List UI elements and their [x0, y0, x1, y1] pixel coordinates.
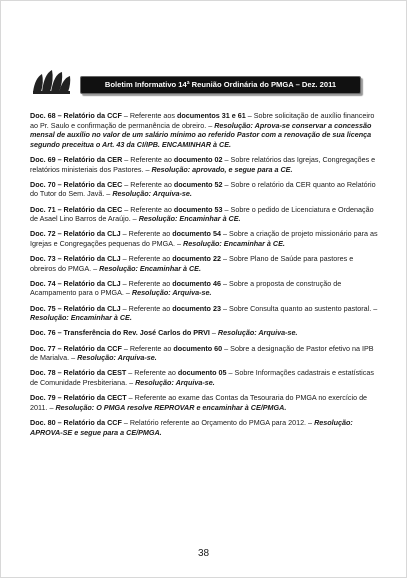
entry-resolution: Resolução: Arquiva-se. — [217, 328, 298, 338]
entry-reference-lead: – Referente ao — [120, 278, 173, 288]
entry-resolution: Resolução: Encaminhar à CE. — [138, 214, 241, 224]
entry-reference-lead: – Referente ao — [120, 254, 173, 264]
entry-document-reference: documento 22 — [172, 254, 221, 264]
entry-reference-lead: – Referente ao — [122, 179, 174, 189]
entry-reference-lead: – Referente ao — [122, 204, 174, 214]
entry-document-reference: documento 05 — [177, 368, 227, 378]
entry-report-name: Relatório da CCF — [61, 343, 122, 353]
entry-report-name: Relatório da CCF — [61, 111, 122, 120]
entry-description: – Sobre Consulta quanto ao sustento pastoral. – — [220, 303, 378, 313]
entry-report-name: Relatório da CEC — [61, 204, 123, 214]
entry-description: – Sobre a proposta de construção de Acampamento para o PMGA. – — [30, 278, 342, 298]
entry-reference-lead: – Referente ao exame das Contas da Tesouraria do PMGA no exercício de 2011. — [30, 393, 368, 412]
entry-resolution: Resolução: Arquiva-se. — [77, 353, 157, 363]
document-entry — [30, 180, 378, 199]
entry-resolution: Resolução: aprovado, e segue para a CE. — [151, 164, 293, 174]
entry-description: – Sobre relatórios das Igrejas, Congregações e relatórios ministeriais dos Pastores. – — [30, 154, 376, 174]
entry-doc-number: Doc. 72 – — [30, 229, 62, 239]
entry-description: – Sobre a criação de projeto missionário para as Igrejas e Congregações pequenas do PMGA. – — [30, 229, 378, 248]
entry-doc-number: Doc. 78 – — [30, 368, 62, 378]
entry-report-name: Relatório da CLJ — [61, 254, 121, 264]
document-body — [30, 111, 378, 443]
entry-resolution: Resolução: APROVA-SE e segue para a CE/PMGA. — [30, 417, 353, 437]
entry-report-name: Relatório da CEST — [61, 368, 127, 378]
document-entry — [30, 418, 378, 437]
bulletin-title-banner: Boletim Informativo 14ª Reunião Ordinária do PMGA – Dez. 2011 — [80, 76, 361, 94]
entry-description: – — [209, 328, 218, 338]
entry-resolution: Resolução: Aprova-se conservar a concessão mensal de auxílio no valor de um salário mínimo ao referido Pastor com a renovação de sua licença segundo preceitua o Art. 43 da CI/IPB. ENCAMINHAR à CE. — [30, 120, 372, 149]
entry-resolution: Resolução: Arquiva-se. — [112, 189, 192, 199]
entry-reference-lead: – Relatório referente ao Orçamento do PMGA para 2012. — [121, 417, 307, 427]
entry-report-name: Relatório da CECT — [61, 393, 127, 403]
presbytery-logo-icon — [30, 68, 74, 96]
document-entry — [30, 155, 378, 174]
entry-report-name: Relatório da CER — [61, 154, 123, 164]
entry-doc-number: Doc. 75 – — [30, 303, 62, 313]
entry-reference-lead: – Referente ao — [122, 154, 174, 164]
entry-resolution: Resolução: Encaminhar à CE. — [30, 313, 132, 323]
entry-doc-number: Doc. 68 – — [30, 111, 62, 120]
entry-doc-number: Doc. 74 – — [30, 278, 62, 288]
entry-doc-number: Doc. 77 – — [30, 343, 62, 353]
entry-report-name: Transferência do Rev. José Carlos do PRVI — [61, 328, 210, 338]
entry-doc-number: Doc. 73 – — [30, 254, 62, 264]
entry-description: – — [306, 417, 315, 427]
entry-report-name: Relatório da CCF — [61, 417, 122, 427]
entry-document-reference: documento 46 — [172, 278, 221, 288]
document-entry — [30, 368, 378, 387]
document-entry — [30, 205, 378, 224]
entry-description: – — [47, 402, 56, 412]
entry-document-reference: documento 54 — [172, 229, 221, 239]
document-entry — [30, 229, 378, 248]
document-entry — [30, 254, 378, 273]
entry-reference-lead: – Referente ao — [120, 229, 173, 239]
entry-report-name: Relatório da CLJ — [61, 303, 121, 313]
entry-doc-number: Doc. 76 – — [30, 328, 62, 338]
entry-report-name: Relatório da CLJ — [61, 229, 121, 239]
entry-reference-lead: – Referente ao — [121, 343, 174, 353]
document-entry — [30, 344, 378, 363]
entry-reference-lead: – Referente ao — [126, 368, 178, 378]
document-entry — [30, 328, 378, 338]
entry-document-reference: documento 02 — [173, 154, 223, 164]
document-entry — [30, 393, 378, 412]
entry-description: – Sobre a designação de Pastor efetivo na IPB de Marialva. – — [30, 343, 374, 363]
entry-description: – Sobre Informações cadastrais e estatísticas de Comunidade Presbiteriana. – — [30, 368, 374, 387]
entry-description: – Sobre Plano de Saúde para pastores e obreiros do PMGA. – — [30, 254, 354, 273]
entry-description: – Sobre o relatório da CER quanto ao Relatório do Tutor do Sem. Javã. – — [30, 179, 376, 199]
entry-resolution: Resolução: Encaminhar à CE. — [183, 238, 285, 248]
entry-resolution: Resolução: O PMGA resolve REPROVAR e encaminhar à CE/PMGA. — [55, 402, 287, 412]
entry-report-name: Relatório da CLJ — [61, 278, 121, 288]
entry-doc-number: Doc. 71 – — [30, 204, 62, 214]
entry-doc-number: Doc. 70 – — [30, 179, 62, 189]
entry-description: – Sobre solicitação de auxílio financeiro ao Pr. Saulo e confirmação de permanência de obreiro. – — [30, 111, 375, 130]
entry-document-reference: documento 53 — [173, 204, 223, 214]
page-number: 38 — [197, 548, 210, 559]
entry-document-reference: documento 52 — [173, 179, 223, 189]
entry-doc-number: Doc. 80 – — [30, 417, 62, 427]
entry-reference-lead: – Referente ao — [120, 303, 173, 313]
entry-description: – Sobre o pedido de Licenciatura e Ordenação de Asael Lino Barros de Araújo. – — [30, 204, 374, 224]
entry-resolution: Resolução: Encaminhar à CE. — [99, 263, 201, 273]
document-entry — [30, 279, 378, 298]
entry-resolution: Resolução: Arquiva-se. — [135, 378, 215, 387]
entry-resolution: Resolução: Arquiva-se. — [131, 288, 212, 298]
entry-document-reference: documentos 31 e 61 — [177, 111, 246, 120]
entry-document-reference: documento 60 — [173, 343, 223, 353]
entry-doc-number: Doc. 69 – — [30, 154, 62, 164]
document-entry — [30, 111, 378, 149]
document-entry — [30, 304, 378, 323]
entry-document-reference: documento 23 — [172, 303, 221, 313]
entry-doc-number: Doc. 79 – — [30, 393, 62, 403]
entry-report-name: Relatório da CEC — [61, 179, 123, 189]
entry-reference-lead: – Referente aos — [121, 111, 178, 120]
